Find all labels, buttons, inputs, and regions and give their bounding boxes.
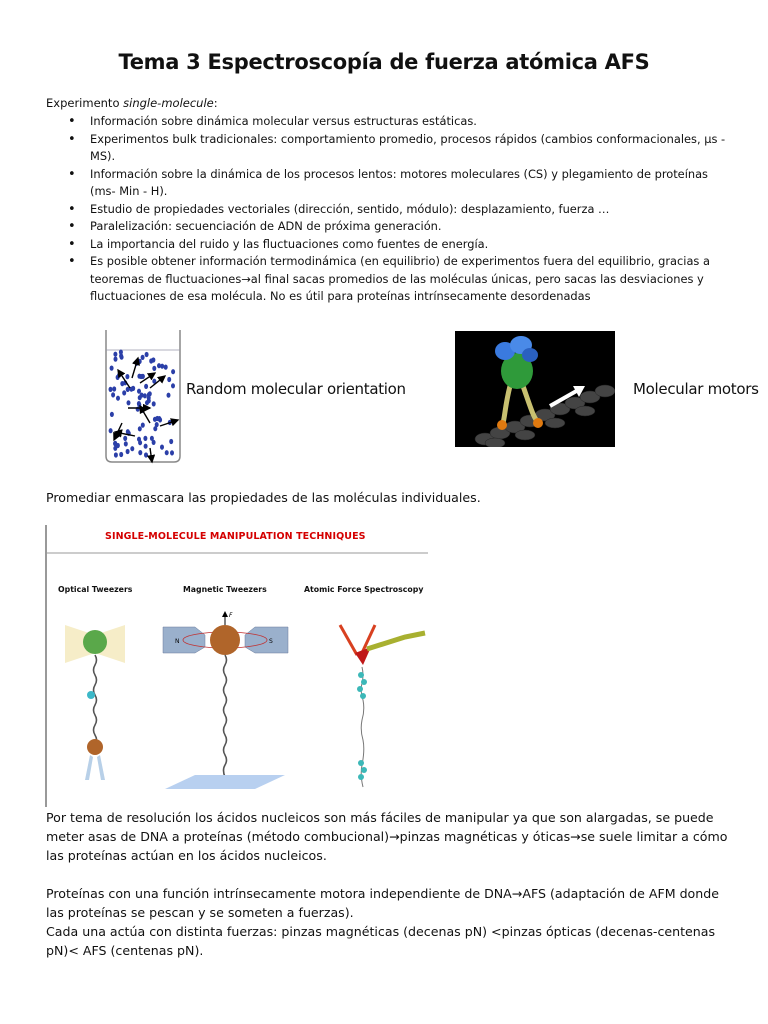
molecule-dot <box>165 450 169 455</box>
molecule-dot <box>167 377 171 382</box>
magnet-n-label: N <box>175 638 180 645</box>
molecule-dot <box>114 452 118 457</box>
molecule-dot <box>150 436 154 441</box>
magnetic-tweezers-label: Magnetic Tweezers <box>183 585 267 594</box>
molecule-dot <box>144 444 148 449</box>
molecule-dot <box>141 355 145 360</box>
molecule-dot <box>160 445 164 450</box>
bullet-item: • Información sobre la dinámica de los procesos lentos: motores moleculares (CS) y plegamiento de proteínas (ms- Min - H). <box>46 166 736 201</box>
molecule-dot <box>137 389 141 394</box>
bullet-item: • Estudio de propiedades vectoriales (dirección, sentido, módulo): desplazamiento, fuerza … <box>46 201 736 219</box>
techniques-title: SINGLE-MOLECULE MANIPULATION TECHNIQUES <box>105 531 366 542</box>
molecule-dot <box>119 452 123 457</box>
molecule-dot <box>144 384 148 389</box>
molecule-dot <box>152 401 156 406</box>
molecule-dot <box>160 364 164 369</box>
molecule-dot <box>122 390 126 395</box>
molecular-motors-label: Molecular motors <box>633 380 759 398</box>
bullet-item: • Es posible obtener información termodinámica (en equilibrio) de experimentos fuera del equilibrio, gracias a teoremas de fluctuaciones→al final sacas promedios de las moléculas únicas, pero sacas las desviaciones y fluctuaciones de esa molécula. No es útil para proteínas intrínsecamente desordenadas <box>46 253 736 306</box>
molecule-dot <box>126 449 130 454</box>
bullet-list <box>46 113 736 306</box>
molecule-dot <box>155 422 159 427</box>
molecule-dot <box>141 423 145 428</box>
molecule-dot <box>144 452 148 457</box>
molecule-dot <box>155 416 159 421</box>
paragraph-motor-proteins: Proteínas con una función intrínsecamente motora independiente de DNA→AFS (adaptación de AFM donde las proteínas se pescan y se someten a fuerzas). <box>46 886 719 920</box>
intro-suffix: : <box>213 96 218 110</box>
molecule-dot <box>145 352 149 357</box>
afs-label: Atomic Force Spectroscopy <box>304 585 424 594</box>
molecule-dot <box>152 366 156 371</box>
molecule-dot <box>127 400 131 405</box>
molecule-dot <box>112 386 116 391</box>
bullet-item: • La importancia del ruido y las fluctuaciones como fuentes de energía. <box>46 236 736 254</box>
paragraph-averaging: Promediar enmascara las propiedades de las moléculas individuales. <box>46 490 481 505</box>
intro-line <box>46 96 218 110</box>
molecule-dot <box>119 350 123 355</box>
bullet-item: • Experimentos bulk tradicionales: comportamiento promedio, procesos rápidos (cambios conformacionales, µs - MS). <box>46 131 736 166</box>
magnet-s-label: S <box>269 638 273 645</box>
molecule-dot <box>111 392 115 397</box>
random-orientation-label: Random molecular orientation <box>186 380 406 398</box>
molecule-dot <box>147 398 151 403</box>
molecule-dot <box>137 401 141 406</box>
molecule-dot <box>123 436 127 441</box>
molecule-dot <box>167 393 171 398</box>
molecule-dot <box>169 439 173 444</box>
molecule-dot <box>116 443 120 448</box>
molecule-dot <box>110 366 114 371</box>
intro-italic: single-molecule <box>123 96 214 110</box>
manipulation-techniques-figure <box>45 525 430 807</box>
page-title: Tema 3 Espectroscopía de fuerza atómica AFS <box>118 50 650 74</box>
molecule-dot <box>125 374 129 379</box>
optical-tweezers-label: Optical Tweezers <box>58 585 133 594</box>
molecule-dot <box>109 387 113 392</box>
bullet-item: • Paralelización: secuenciación de ADN de próxima generación. <box>46 218 736 236</box>
molecule-dot <box>130 446 134 451</box>
molecule-dot <box>138 450 142 455</box>
molecule-dot <box>171 383 175 388</box>
random-orientation-figure <box>100 328 420 468</box>
molecule-dot <box>126 429 130 434</box>
molecule-dot <box>170 450 174 455</box>
molecule-dot <box>116 396 120 401</box>
force-label: F <box>229 612 233 619</box>
molecule-dot <box>149 358 153 363</box>
molecule-dot <box>113 352 117 357</box>
molecule-dot <box>138 426 142 431</box>
molecule-dot <box>171 369 175 374</box>
molecule-dot <box>164 365 168 370</box>
molecular-motor-figure <box>455 331 615 447</box>
molecule-dot <box>138 440 142 445</box>
molecule-dot <box>143 393 147 398</box>
paragraph-resolution: Por tema de resolución los ácidos nucleicos son más fáciles de manipular ya que son alargadas, se puede meter asas de DNA a proteínas (método combucional)→pinzas magnéticas y óticas→se suele limitar a cómo las proteínas actúan en los ácidos nucleicos. <box>46 810 728 863</box>
paragraph-forces: Cada una actúa con distinta fuerzas: pinzas magnéticas (decenas pN) <pinzas ópticas (decenas-centenas pN)< AFS (centenas pN). <box>46 924 716 958</box>
bullet-item: • Información sobre dinámica molecular versus estructuras estáticas. <box>46 113 736 131</box>
molecule-dot <box>109 428 113 433</box>
molecule-dot <box>114 357 118 362</box>
molecule-dot <box>124 441 128 446</box>
molecule-dot <box>120 381 124 386</box>
intro-prefix: Experimento <box>46 96 124 110</box>
molecule-dot <box>143 436 147 441</box>
molecule-dot <box>110 412 114 417</box>
molecule-dot <box>139 374 143 379</box>
